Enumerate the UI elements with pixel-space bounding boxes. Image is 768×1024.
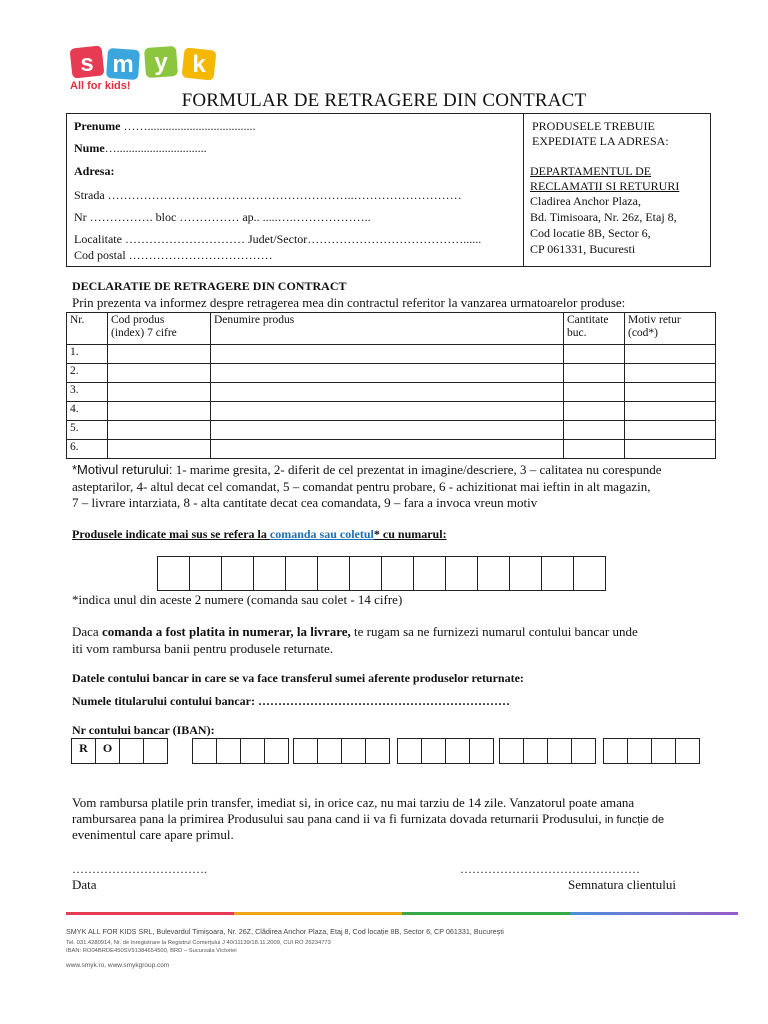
col-motiv: Motiv retur (cod*) <box>625 313 716 345</box>
nr-bloc-ap-field[interactable]: Nr ……………. bloc …………… ap.. .....….……………….. <box>74 210 371 224</box>
ship-addr-1: Cladirea Anchor Plaza, <box>530 194 641 208</box>
order-digit-cell[interactable] <box>317 556 350 591</box>
shipping-address-box <box>523 113 711 267</box>
ship-header-2: EXPEDIATE LA ADRESA: <box>532 134 669 148</box>
iban-group-4[interactable] <box>398 738 494 764</box>
refund-line-2: rambursarea pana la primirea Produsului sau pana cand ii va fi furnizata dovada returnarii Produsului, in funcție de <box>72 811 665 826</box>
iban-group-5[interactable] <box>500 738 596 764</box>
iban-cell[interactable] <box>240 738 265 764</box>
iban-cell[interactable] <box>143 738 168 764</box>
iban-cell[interactable] <box>675 738 700 764</box>
order-digit-cell[interactable] <box>413 556 446 591</box>
table-header-row <box>67 313 716 345</box>
ship-addr-2: Bd. Timisoara, Nr. 26z, Etaj 8, <box>530 210 677 224</box>
localitate-field[interactable]: Localitate ………………………… Judet/Sector…………………………………...... <box>74 232 482 246</box>
iban-cell[interactable] <box>421 738 446 764</box>
svg-text:k: k <box>192 51 206 78</box>
order-digit-cell[interactable] <box>349 556 382 591</box>
iban-cell[interactable] <box>651 738 676 764</box>
motiv-line-2: asteptarilor, 4- altul decat cel comandat, 5 – comandat pentru probare, 6 - achizitionat mai ieftin in alt magazin, <box>72 479 651 494</box>
cash-line-1: Daca comanda a fost platita in numerar, la livrare, te rugam sa ne furnizezi numarul contului bancar unde <box>72 624 638 639</box>
order-note: *indica unul din aceste 2 numere (comanda sau colet - 14 cifre) <box>72 592 403 607</box>
iban-cell[interactable] <box>397 738 422 764</box>
iban-cell[interactable] <box>499 738 524 764</box>
iban-cell[interactable] <box>264 738 289 764</box>
iban-cell[interactable] <box>627 738 652 764</box>
table-row[interactable]: 6. <box>67 440 716 459</box>
ship-dept-1: DEPARTAMENTUL DE <box>530 164 652 178</box>
ship-addr-4: CP 061331, Bucuresti <box>530 242 636 256</box>
iban-group-6[interactable] <box>604 738 700 764</box>
motiv-line-3: 7 – livrare intarziata, 8 - alta cantitate decat cea comandata, 9 – fara a invoca vreun motiv <box>72 495 538 510</box>
cod-postal-field[interactable]: Cod postal ……………………………… <box>74 248 273 262</box>
table-row[interactable]: 5. <box>67 421 716 440</box>
logo-tagline: All for kids! <box>70 80 131 92</box>
prenume-field[interactable]: …….................................... <box>123 119 256 133</box>
iban-cell[interactable] <box>341 738 366 764</box>
products-table <box>66 312 716 459</box>
iban-group-3[interactable] <box>294 738 390 764</box>
iban-cell[interactable] <box>192 738 217 764</box>
order-digit-cell[interactable] <box>445 556 478 591</box>
identity-box <box>66 113 524 267</box>
iban-cell[interactable] <box>216 738 241 764</box>
order-digit-cell[interactable] <box>221 556 254 591</box>
iban-cell[interactable] <box>571 738 596 764</box>
svg-text:y: y <box>154 49 168 76</box>
order-digit-cell[interactable] <box>573 556 606 591</box>
svg-text:m: m <box>112 51 134 78</box>
iban-cell[interactable] <box>365 738 390 764</box>
ship-dept-2: RECLAMATII SI RETURURI <box>530 179 680 193</box>
bank-holder-field[interactable]: Numele titularului contului bancar: ……………………………………………………… <box>72 694 511 708</box>
declaration-heading: DECLARATIE DE RETRAGERE DIN CONTRACT <box>72 279 347 293</box>
footer-divider <box>66 912 738 915</box>
order-digit-cell[interactable] <box>541 556 574 591</box>
nume-field[interactable]: ….............................. <box>104 141 207 155</box>
footer-iban: IBAN: RO04BRDE450SV91384654500, BRD – Sucursala Victoriei <box>66 948 237 954</box>
iban-cell[interactable] <box>523 738 548 764</box>
cash-line-2: iti vom rambursa banii pentru produsele returnate. <box>72 641 334 656</box>
iban-cell[interactable] <box>293 738 318 764</box>
footer-registration: Tel. 031.4280914, Nr. de înregistrare la Registrul Comerțului J 40/11139/18.11.2009, CUI RO 26234773 <box>66 940 331 946</box>
order-heading: Produsele indicate mai sus se refera la comanda sau coletul* cu numarul: <box>72 527 447 541</box>
motiv-line-1: *Motivul returului: 1- marime gresita, 2- diferit de cel prezentat in imagine/descriere, 3 – calitatea nu corespunde <box>72 462 662 477</box>
ship-header-1: PRODUSELE TREBUIE <box>532 119 655 133</box>
declaration-intro: Prin prezenta va informez despre retragerea mea din contractul referitor la vanzarea urmatoarelor produse: <box>72 295 626 310</box>
order-digit-cell[interactable] <box>381 556 414 591</box>
date-field[interactable]: ……………………………. <box>72 862 207 876</box>
iban-cell[interactable] <box>317 738 342 764</box>
iban-cell: O <box>95 738 120 764</box>
prenume-label: Prenume <box>74 119 121 133</box>
table-row[interactable]: 4. <box>67 402 716 421</box>
date-label: Data <box>72 877 97 892</box>
bank-heading: Datele contului bancar in care se va face transferul sumei aferente produselor returnate: <box>72 671 524 685</box>
signature-label: Semnatura clientului <box>568 877 676 892</box>
iban-label: Nr contului bancar (IBAN): <box>72 723 215 737</box>
col-nr: Nr. <box>67 313 108 345</box>
order-digit-cell[interactable] <box>509 556 542 591</box>
refund-line-3: evenimentul care apare primul. <box>72 827 234 842</box>
smyk-logo <box>68 44 228 94</box>
col-cod-produs: Cod produs (index) 7 cifre <box>108 313 211 345</box>
order-digit-cell[interactable] <box>157 556 190 591</box>
ship-addr-3: Cod locatie 8B, Sector 6, <box>530 226 651 240</box>
iban-cell[interactable] <box>603 738 628 764</box>
order-digit-cell[interactable] <box>477 556 510 591</box>
iban-cell[interactable] <box>119 738 144 764</box>
iban-group-2[interactable] <box>193 738 289 764</box>
strada-field[interactable]: Strada ……………………………………………………..……………………… <box>74 188 462 202</box>
form-title: FORMULAR DE RETRAGERE DIN CONTRACT <box>181 90 587 111</box>
table-row[interactable]: 3. <box>67 383 716 402</box>
svg-text:s: s <box>80 50 94 77</box>
footer-company: SMYK ALL FOR KIDS SRL, Bulevardul Timișoara, Nr. 26Z, Clădirea Anchor Plaza, Etaj 8, Cod locație 8B, Sector 6, CP 061331, București <box>66 927 504 936</box>
col-cantitate: Cantitate buc. <box>564 313 625 345</box>
order-digit-cell[interactable] <box>285 556 318 591</box>
signature-field[interactable]: ……………………………………… <box>460 862 640 876</box>
refund-line-1: Vom rambursa platile prin transfer, imediat si, in orice caz, nu mai tarziu de 14 zile. Vanzatorul poate amana <box>72 795 635 810</box>
table-row[interactable]: 2. <box>67 364 716 383</box>
col-denumire: Denumire produs <box>211 313 564 345</box>
order-link[interactable]: comanda sau coletul <box>269 527 374 541</box>
order-number-cells[interactable] <box>158 556 606 591</box>
order-digit-cell[interactable] <box>253 556 286 591</box>
iban-group-1[interactable] <box>72 738 168 764</box>
adresa-label: Adresa: <box>74 164 115 178</box>
table-row[interactable]: 1. <box>67 345 716 364</box>
footer-web[interactable]: www.smyk.ro, www.smykgroup.com <box>66 962 170 969</box>
iban-cell[interactable] <box>469 738 494 764</box>
iban-cell: R <box>71 738 96 764</box>
order-digit-cell[interactable] <box>189 556 222 591</box>
iban-cell[interactable] <box>445 738 470 764</box>
iban-cell[interactable] <box>547 738 572 764</box>
nume-label: Nume <box>74 141 105 155</box>
